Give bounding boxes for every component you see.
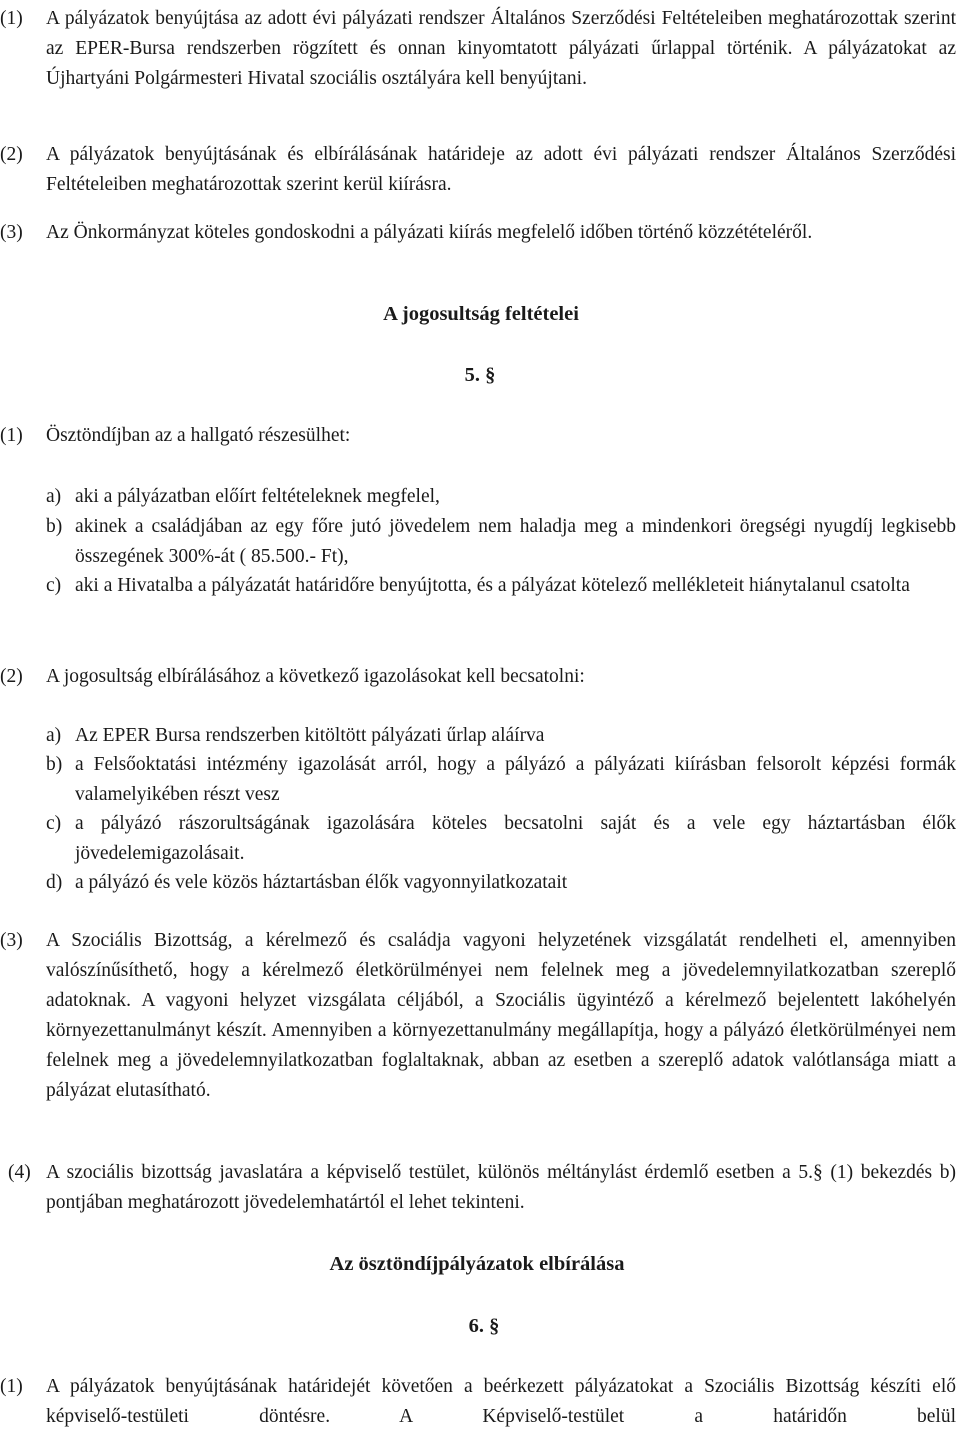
list-item-label: b) (46, 754, 63, 775)
list-item-text: aki a pályázatban előírt feltételeknek megfelel, (75, 486, 440, 507)
list-item-label: a) (46, 486, 62, 507)
section-5-number: 5. § (464, 364, 496, 386)
paragraph-text: A pályázatok benyújtásának határidejét követően a beérkezett pályázatokat a Szociális Bizottság készíti elő képviselő-testületi döntésre. A Képviselő-testület a határidőn belül (46, 1376, 956, 1427)
paragraph-text: Az Önkormányzat köteles gondoskodni a pályázati kiírás megfelelő időben történő közzétételéről. (46, 222, 813, 243)
section-6-heading: Az ösztöndíjpályázatok elbírálása (329, 1253, 625, 1275)
list-item-text: a pályázó és vele közös háztartásban élők vagyonnyilatkozatait (75, 872, 568, 893)
section-6-number: 6. § (468, 1315, 500, 1337)
paragraph-text: A Szociális Bizottság, a kérelmező és családja vagyoni helyzetének vizsgálatát rendelheti el, amennyiben valószínűsíthető, hogy a kérelmező életkörülményei nem felelnek meg a jövedelemnyilatkozatban szereplő adatoknak. A vagyoni helyzet vizsgálata céljából, a Szociális ügyintéző a kérelmező bejelentett lakóhelyén környezettanulmányt készít. Amennyiben a környezettanulmány megállapítja, hogy a pályázó életkörülményei nem felelnek meg a jövedelemnyilatkozatban foglaltaknak, abban az esetben a szereplő adatok valótlansága miatt a pályázat elutasítható. (46, 930, 956, 1101)
list-item-text: aki a Hivatalba a pályázatát határidőre benyújtotta, és a pályázat kötelező mellékleteit hiánytalanul csatolta (75, 575, 910, 596)
list-item-label: c) (46, 575, 62, 596)
paragraph-label: (4) (8, 1162, 31, 1183)
paragraph-label: (1) (0, 425, 23, 446)
paragraph-label: (3) (0, 930, 23, 951)
list-item-text: a Felsőoktatási intézmény igazolását arról, hogy a pályázó a pályázati kiírásban felsorolt képzési formák valamelyikében részt vesz (75, 754, 956, 805)
paragraph-text: A jogosultság elbírálásához a következő igazolásokat kell becsatolni: (46, 666, 585, 687)
list-item-text: akinek a családjában az egy főre jutó jövedelem nem haladja meg a mindenkori öregségi nyugdíj legkisebb összegének 300%-át ( 85.500.- Ft), (75, 516, 956, 567)
list-item-text: Az EPER Bursa rendszerben kitöltött pályázati űrlap aláírva (75, 725, 545, 746)
paragraph-label: (1) (0, 8, 23, 29)
list-item-label: b) (46, 516, 63, 537)
paragraph-label: (2) (0, 666, 23, 687)
list-item-label: d) (46, 872, 63, 893)
paragraph-text: Ösztöndíjban az a hallgató részesülhet: (46, 425, 351, 446)
paragraph-label: (2) (0, 144, 23, 165)
paragraph-text: A szociális bizottság javaslatára a képviselő testület, különös méltánylást érdemlő esetben a 5.§ (1) bekezdés b) pontjában meghatározott jövedelemhatártól el lehet tekinteni. (46, 1162, 956, 1213)
paragraph-text: A pályázatok benyújtása az adott évi pályázati rendszer Általános Szerződési Feltételeiben meghatározottak szerint az EPER-Bursa rendszerben rögzített és onnan kinyomtatott pályázati űrlappal történik. A pályázatokat az Újhartyáni Polgármesteri Hivatal szociális osztályára kell benyújtani. (46, 8, 956, 89)
list-item-label: c) (46, 813, 62, 834)
paragraph-label: (1) (0, 1376, 23, 1397)
paragraph-label: (3) (0, 222, 23, 243)
list-item-label: a) (46, 725, 62, 746)
section-5-heading: A jogosultság feltételei (383, 303, 579, 325)
list-item-text: a pályázó rászorultságának igazolására köteles becsatolni saját és a vele egy háztartásban élők jövedelemigazolásait. (75, 813, 956, 864)
paragraph-text: A pályázatok benyújtásának és elbírálásának határideje az adott évi pályázati rendszer Általános Szerződési Feltételeiben meghatározottak szerint kerül kiírásra. (46, 144, 956, 195)
